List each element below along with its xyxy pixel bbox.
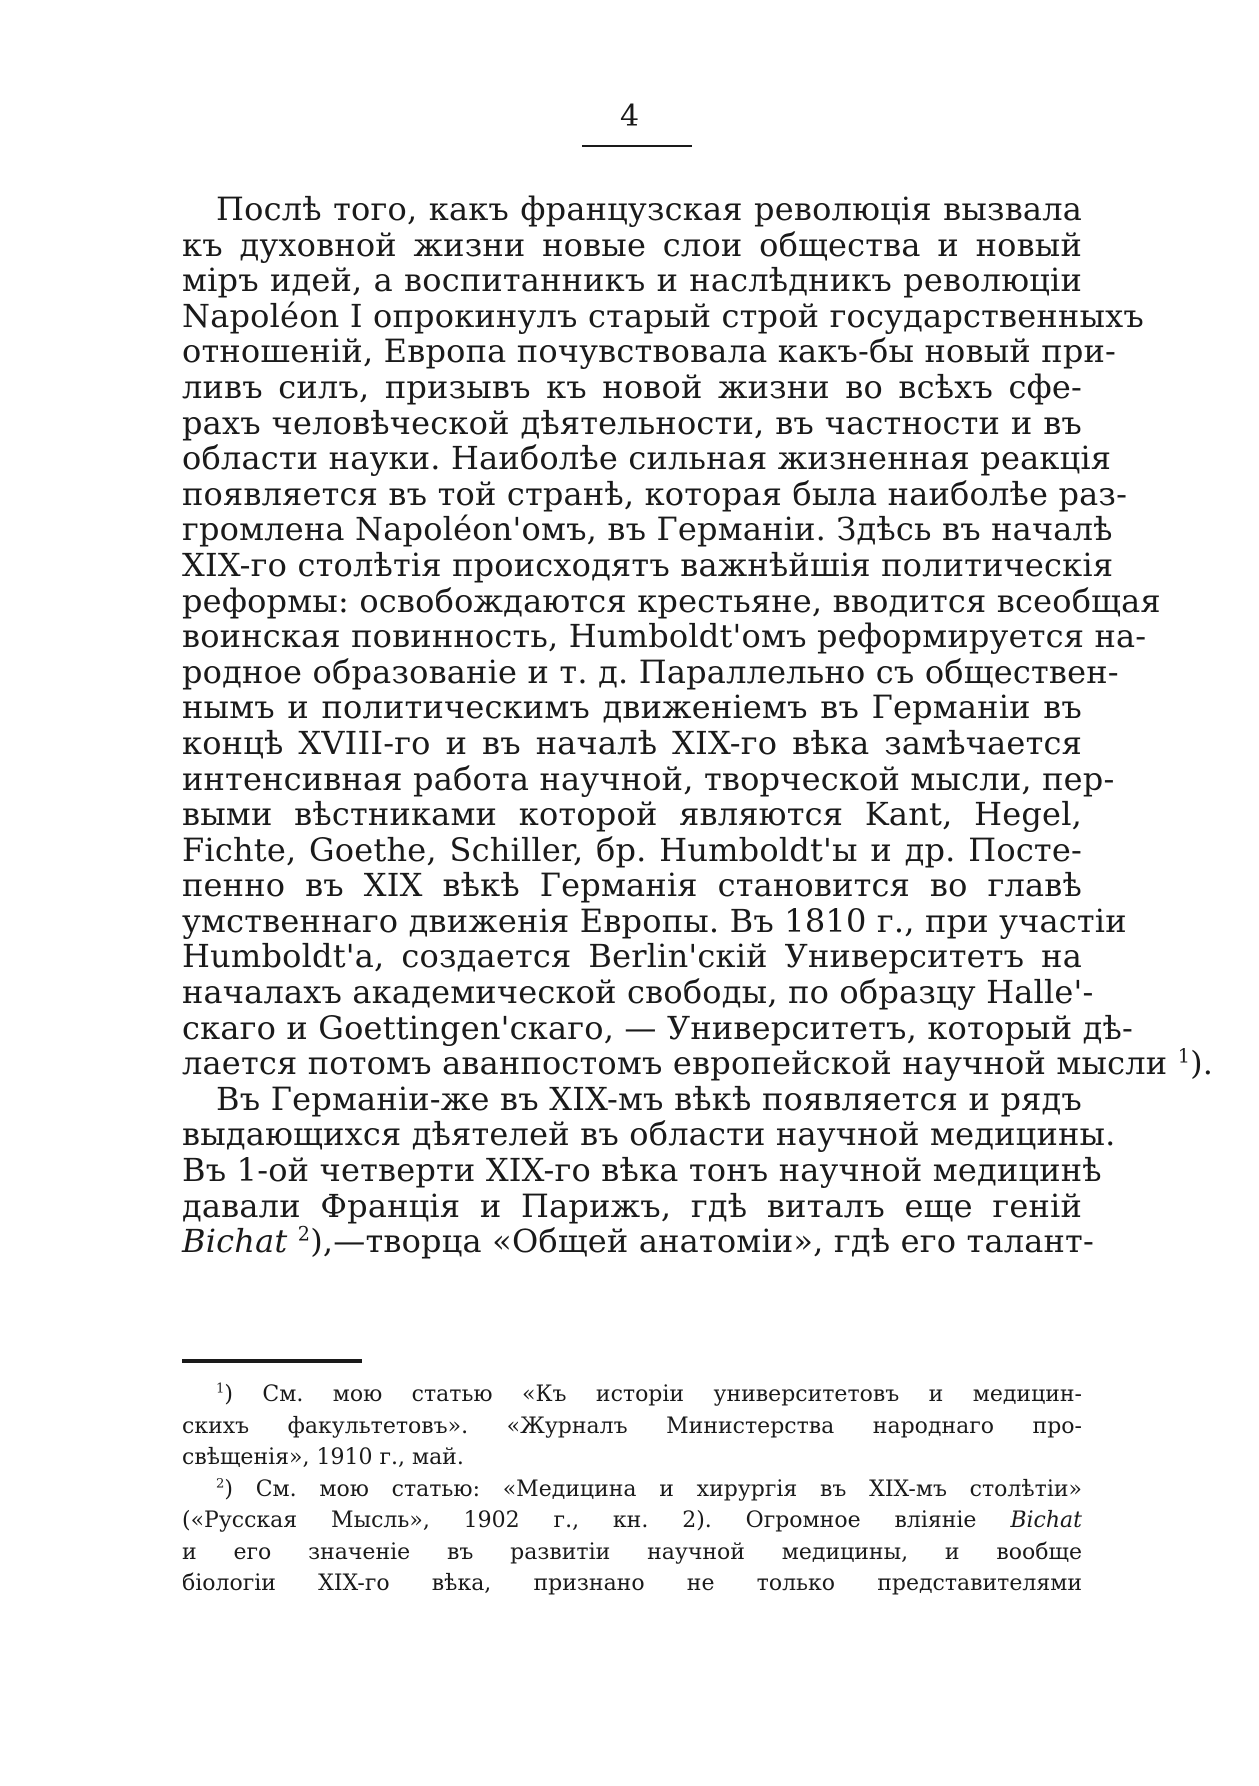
footnote-marker: 1 <box>216 1381 225 1397</box>
text-line: Fichte, Goethe, Schiller, бр. Humboldt'ы и др. Посте- <box>182 830 1082 869</box>
text-fragment: ) См. мою статью «Къ исторіи университетовъ и медицин- <box>224 1382 1082 1407</box>
text-line: Послѣ того, какъ французская революція вызвала <box>216 190 1082 228</box>
main-text <box>182 190 1214 1261</box>
text-fragment: ). <box>1190 1044 1214 1083</box>
text-line: міръ идей, а воспитанникъ и наслѣдникъ революціи <box>182 261 1082 300</box>
text-fragment: («Русская Мысль», 1902 г., кн. 2). Огромное вліяніе <box>182 1508 977 1533</box>
text-line: къ духовной жизни новые слои общества и новый <box>182 225 1082 264</box>
footnote-ref: 1 <box>1177 1044 1191 1068</box>
text-line: умственнаго движенія Европы. Въ 1810 г., при участіи <box>182 901 1127 940</box>
footnote-line: біологіи XIX-го вѣка, признано не только представителями <box>182 1571 1082 1596</box>
text-line: началахъ академической свободы, по образцу Halle'- <box>182 973 1094 1012</box>
text-line: отношеній, Европа почувствовала какъ-бы новый при- <box>182 332 1117 371</box>
footnotes <box>182 1379 1082 1600</box>
text-line: появляется въ той странѣ, которая была наиболѣе раз- <box>182 474 1128 513</box>
footnote-line: и его значеніе въ развитіи научной медицины, и вообще <box>182 1539 1082 1565</box>
footnote-line <box>182 1474 1082 1506</box>
text-line: выдающихся дѣятелей въ области научной медицины. <box>182 1115 1116 1154</box>
footnote-marker: 2 <box>216 1476 225 1492</box>
footnote-ref: 2 <box>297 1222 311 1246</box>
person-name: Bichat <box>182 1222 288 1261</box>
footnote-separator <box>182 1359 362 1363</box>
text-line: Napoléon I опрокинулъ старый строй государственныхъ <box>182 296 1144 335</box>
text-line: нымъ и политическимъ движеніемъ въ Германіи въ <box>182 688 1082 727</box>
page-number: 4 <box>619 99 640 134</box>
text-line: Humboldt'a, создается Berlin'скій Университетъ на <box>182 937 1082 976</box>
text-line: Въ Германіи-же въ XIX-мъ вѣкѣ появляется и рядъ <box>216 1079 1082 1118</box>
footnote-line: скихъ факультетовъ». «Журналъ Министерства народнаго про- <box>182 1413 1082 1439</box>
person-name: Bichat <box>1010 1508 1082 1533</box>
text-line: реформы: освобождаются крестьяне, вводится всеобщая <box>182 581 1161 620</box>
footnote-line: свѣщенія», 1910 г., май. <box>182 1445 464 1470</box>
footnote-line <box>182 1505 1082 1537</box>
text-fragment: лается потомъ аванпостомъ европейской научной мысли <box>182 1044 1168 1083</box>
text-line: ливъ силъ, призывъ къ новой жизни во всѣхъ сфе- <box>182 367 1082 406</box>
footnote-line <box>182 1379 1082 1411</box>
text-line: родное образованіе и т. д. Параллельно съ обществен- <box>182 652 1119 691</box>
text-line: Въ 1-ой четверти XIX-го вѣка тонъ научной медицинѣ <box>182 1151 1102 1190</box>
text-line: концѣ XVIII-го и въ началѣ XIX-го вѣка замѣчается <box>182 723 1082 762</box>
text-line: области науки. Наиболѣе сильная жизненная реакція <box>182 439 1112 478</box>
text-line: выми вѣстниками которой являются Kant, Hegel, <box>182 795 1082 834</box>
text-fragment: ) См. мою статью: «Медицина и хирургія въ XIX-мъ столѣтіи» <box>224 1476 1082 1502</box>
text-line: XIX-го столѣтія происходятъ важнѣйшія политическія <box>182 545 1114 584</box>
text-line: рахъ человѣческой дѣятельности, въ частности и въ <box>182 403 1082 442</box>
text-line: давали Франція и Парижъ, гдѣ виталъ еще геній <box>182 1186 1082 1225</box>
text-line: пенно въ XIX вѣкѣ Германія становится во главѣ <box>182 866 1082 905</box>
page-number-rule <box>582 145 692 147</box>
text-line <box>182 1044 1214 1083</box>
text-line: интенсивная работа научной, творческой мысли, пер- <box>182 759 1115 798</box>
text-line: воинская повинность, Humboldt'омъ реформируется на- <box>182 617 1147 656</box>
text-line: громлена Napoléon'омъ, въ Германіи. Здѣсь въ началѣ <box>182 510 1113 549</box>
text-fragment: ),—творца «Общей анатоміи», гдѣ его талант- <box>310 1222 1094 1261</box>
text-line: скаго и Goettingen'скаго, — Университетъ, который дѣ- <box>182 1008 1134 1047</box>
text-line <box>182 1222 1094 1261</box>
